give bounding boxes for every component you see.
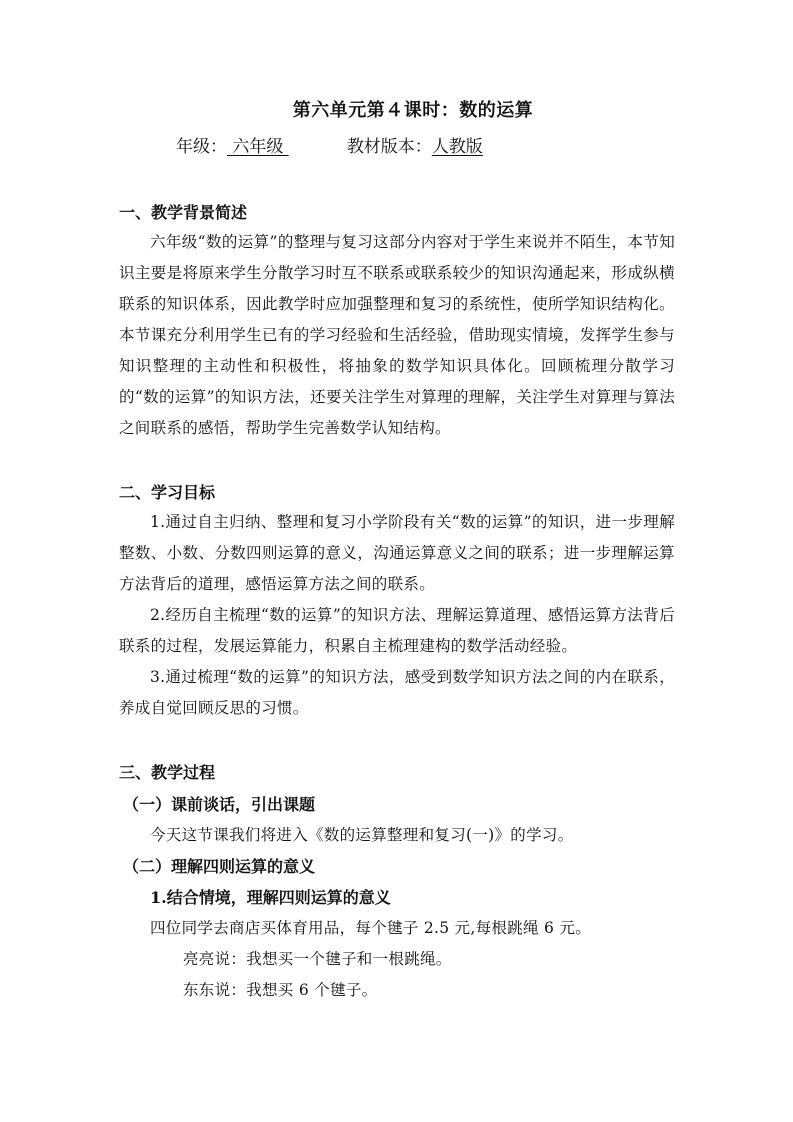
subsection-heading: （二）理解四则运算的意义 bbox=[123, 857, 316, 876]
goal-item: 3.通过梳理“数的运算”的知识方法，感受到数学知识方法之间的内在联系，养成自觉回顾反思的习惯。 bbox=[119, 668, 675, 717]
subsection-heading: （一）课前谈话，引出课题 bbox=[123, 795, 316, 814]
grade-label: 年级： bbox=[176, 137, 227, 157]
section-heading-process: 三、教学过程 bbox=[119, 763, 216, 782]
goal-item: 2.经历自主梳理“数的运算”的知识方法、理解运算道理、感悟运算方法背后联系的过程，发展运算能力，积累自主梳理建构的数学活动经验。 bbox=[119, 606, 675, 655]
grade-value: 六年级 bbox=[227, 137, 289, 157]
page-title: 第六单元第４课时：数的运算 bbox=[292, 100, 534, 121]
lesson-meta bbox=[176, 132, 483, 157]
background-paragraph: 六年级“数的运算”的整理与复习这部分内容对于学生来说并不陌生，本节知识主要是将原来学生分散学习时互不联系或联系较少的知识沟通起来，形成纵横联系的知识体系，因此教学时应加强整理和复习的系统性，使所学知识结构化。本节课充分利用学生已有的学习经验和生活经验，借助现实情境，发挥学生参与知识整理的主动性和积极性，将抽象的数学知识具体化。回顾梳理分散学习的“数的运算”的知识方法，还要关注学生对算理的理解，关注学生对算理与算法之间联系的感悟，帮助学生完善数学认知结构。 bbox=[119, 233, 675, 437]
quote-line: 东东说：我想买 6 个毽子。 bbox=[183, 981, 378, 999]
section-heading-goals: 二、学习目标 bbox=[119, 483, 216, 502]
scenario-text: 四位同学去商店买体育用品，每个毽子 2.5 元,每根跳绳 6 元。 bbox=[150, 919, 592, 937]
section-heading-background: 一、教学背景简述 bbox=[119, 203, 248, 222]
textbook-value: 人教版 bbox=[431, 137, 483, 157]
goal-item: 1.通过自主归纳、整理和复习小学阶段有关“数的运算”的知识，进一步理解整数、小数、分数四则运算的意义，沟通运算意义之间的联系；进一步理解运算方法背后的道理，感悟运算方法之间的联系。 bbox=[119, 513, 675, 593]
textbook-label: 教材版本： bbox=[346, 137, 432, 157]
quote-line: 亮亮说：我想买一个毽子和一根跳绳。 bbox=[183, 950, 452, 968]
item-heading: 1.结合情境，理解四则运算的意义 bbox=[150, 888, 391, 907]
intro-text: 今天这节课我们将进入《数的运算整理和复习(一)》的学习。 bbox=[150, 826, 574, 844]
